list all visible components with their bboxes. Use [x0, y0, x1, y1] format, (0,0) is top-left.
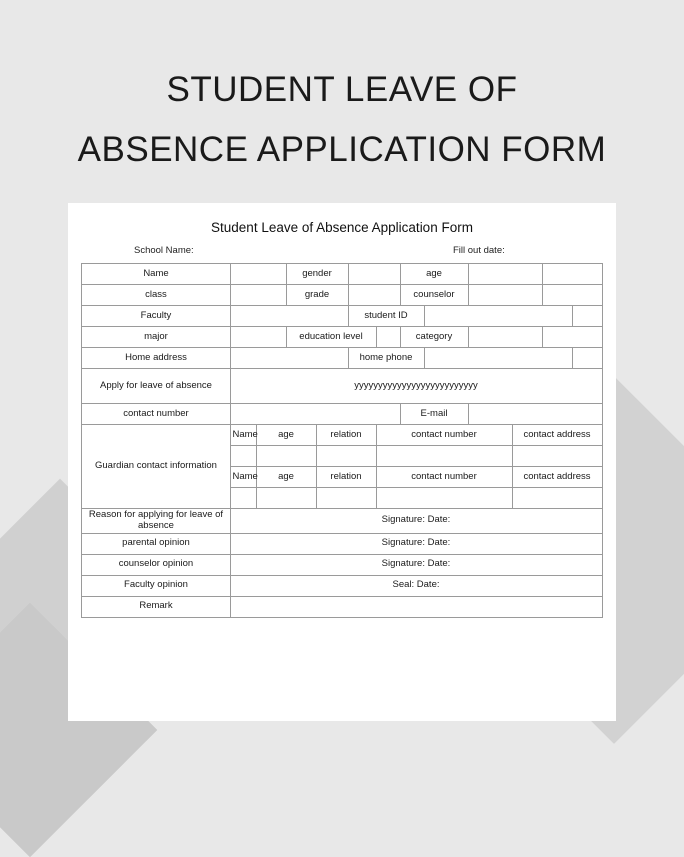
cell-class-label: class: [82, 285, 230, 306]
table-row: [82, 348, 602, 369]
cell-student-id-value[interactable]: [424, 306, 572, 327]
table-row: [82, 327, 602, 348]
cell-guardian-contactnumber-value-2[interactable]: [376, 488, 512, 509]
cell-counselor-opinion-signature[interactable]: Signature: Date:: [230, 554, 602, 575]
cell-reason-signature[interactable]: Signature: Date:: [230, 509, 602, 534]
cell-guardian-age-value-2[interactable]: [256, 488, 316, 509]
cell-faculty-opinion-seal[interactable]: Seal: Date:: [230, 575, 602, 596]
table-row: [82, 509, 602, 534]
table-row: [82, 285, 602, 306]
cell-grade-label: grade: [286, 285, 348, 306]
form-title: Student Leave of Absence Application Form: [211, 220, 473, 235]
cell-photo[interactable]: [542, 264, 602, 285]
cell-home-phone-value[interactable]: [424, 348, 572, 369]
cell-home-address-value[interactable]: [230, 348, 348, 369]
table-row: [82, 596, 602, 617]
cell-email-label: E-mail: [400, 404, 468, 425]
cell-counselor-label: counselor: [400, 285, 468, 306]
cell-photo-continued-2[interactable]: [572, 306, 602, 327]
cell-age-value[interactable]: [468, 264, 542, 285]
cell-guardian-age-value-1[interactable]: [256, 446, 316, 467]
cell-guardian-relation-header-1: relation: [316, 425, 376, 446]
cell-class-value[interactable]: [230, 285, 286, 306]
cell-guardian-age-header-2: age: [256, 467, 316, 488]
cell-home-phone-label: home phone: [348, 348, 424, 369]
banner-line-2: ABSENCE APPLICATION FORM: [77, 130, 607, 169]
cell-guardian-name-value-1[interactable]: [230, 446, 256, 467]
table-row: [82, 533, 602, 554]
cell-guardian-relation-value-1[interactable]: [316, 446, 376, 467]
cell-parental-opinion-label: parental opinion: [82, 533, 230, 554]
cell-faculty-opinion-label: Faculty opinion: [82, 575, 230, 596]
cell-guardian-age-header-1: age: [256, 425, 316, 446]
cell-contact-number-label: contact number: [82, 404, 230, 425]
table-row: [82, 264, 602, 285]
cell-remark-value[interactable]: [230, 596, 602, 617]
cell-apply-leave-label: Apply for leave of absence: [82, 369, 230, 404]
cell-category-value[interactable]: [468, 327, 542, 348]
cell-faculty-value[interactable]: [230, 306, 348, 327]
cell-home-address-label: Home address: [82, 348, 230, 369]
cell-guardian-address-header-1: contact address: [512, 425, 602, 446]
cell-major-value[interactable]: [230, 327, 286, 348]
cell-photo-continued-4[interactable]: [572, 348, 602, 369]
cell-apply-leave-value[interactable]: yyyyyyyyyyyyyyyyyyyyyyyyyy: [230, 369, 602, 404]
cell-gender-label: gender: [286, 264, 348, 285]
cell-age-label: age: [400, 264, 468, 285]
table-row: [82, 554, 602, 575]
cell-photo-continued-3[interactable]: [542, 327, 602, 348]
cell-name-value[interactable]: [230, 264, 286, 285]
cell-guardian-contactnumber-header-1: contact number: [376, 425, 512, 446]
cell-education-level-value[interactable]: [376, 327, 400, 348]
table-row: [82, 425, 602, 446]
table-row: [82, 369, 602, 404]
cell-guardian-relation-header-2: relation: [316, 467, 376, 488]
cell-grade-value[interactable]: [348, 285, 400, 306]
cell-guardian-relation-value-2[interactable]: [316, 488, 376, 509]
cell-guardian-contactnumber-header-2: contact number: [376, 467, 512, 488]
form-header-labels: [68, 245, 616, 261]
cell-guardian-address-header-2: contact address: [512, 467, 602, 488]
cell-parental-opinion-signature[interactable]: Signature: Date:: [230, 533, 602, 554]
cell-gender-value[interactable]: [348, 264, 400, 285]
cell-guardian-name-header-1: Name: [230, 425, 256, 446]
table-row: [82, 575, 602, 596]
cell-guardian-contactnumber-value-1[interactable]: [376, 446, 512, 467]
cell-guardian-address-value-1[interactable]: [512, 446, 602, 467]
cell-guardian-name-value-2[interactable]: [230, 488, 256, 509]
cell-student-id-label: student ID: [348, 306, 424, 327]
cell-counselor-opinion-label: counselor opinion: [82, 554, 230, 575]
school-name-label: School Name:: [134, 245, 194, 256]
cell-guardian-contact-label: Guardian contact information: [82, 425, 230, 509]
banner-line-1: STUDENT LEAVE OF: [166, 70, 518, 109]
cell-remark-label: Remark: [82, 596, 230, 617]
cell-reason-label: Reason for applying for leave of absence: [82, 509, 230, 534]
cell-guardian-name-header-2: Name: [230, 467, 256, 488]
fill-out-date-label: Fill out date:: [453, 245, 505, 256]
cell-name-label: Name: [82, 264, 230, 285]
cell-major-label: major: [82, 327, 230, 348]
cell-counselor-value[interactable]: [468, 285, 542, 306]
cell-photo-continued[interactable]: [542, 285, 602, 306]
student-leave-form-table: [81, 263, 602, 618]
form-sheet: [68, 203, 616, 721]
cell-faculty-label: Faculty: [82, 306, 230, 327]
cell-contact-number-value[interactable]: [230, 404, 400, 425]
cell-email-value[interactable]: [468, 404, 602, 425]
table-row: [82, 404, 602, 425]
cell-guardian-address-value-2[interactable]: [512, 488, 602, 509]
table-row: [82, 306, 602, 327]
page-banner: [0, 60, 684, 180]
cell-category-label: category: [400, 327, 468, 348]
cell-education-level-label: education level: [286, 327, 376, 348]
